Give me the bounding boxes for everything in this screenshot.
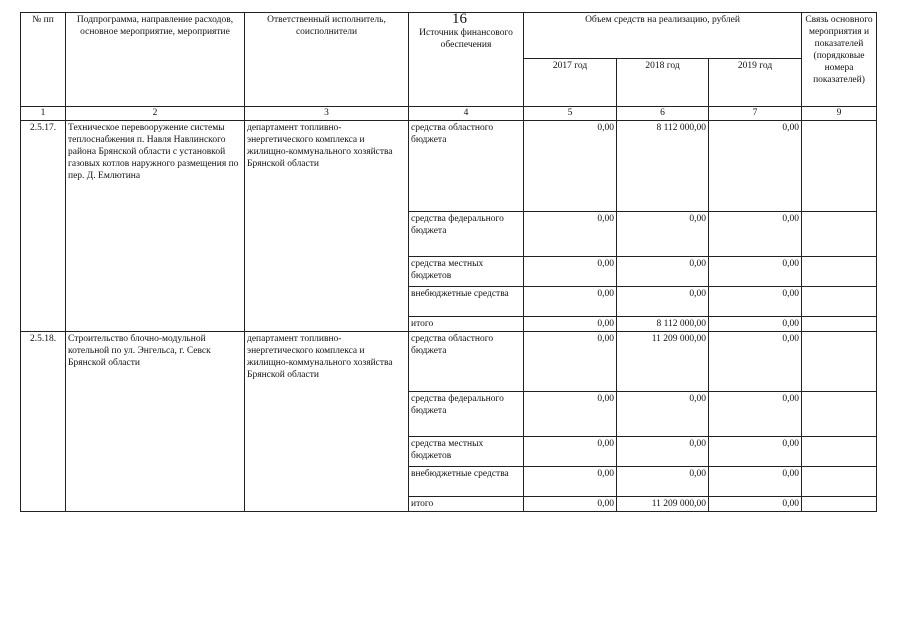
total-2019: 0,00 — [709, 317, 802, 332]
column-number: 6 — [617, 107, 709, 121]
item-number: 2.5.17. — [21, 121, 66, 332]
funding-source: средства областного бюджета — [409, 121, 524, 212]
table-row — [21, 121, 877, 212]
amount-2017: 0,00 — [524, 332, 617, 392]
funding-source: внебюджетные средства — [409, 467, 524, 497]
column-number: 1 — [21, 107, 66, 121]
indicator-link — [802, 497, 877, 512]
total-2019: 0,00 — [709, 497, 802, 512]
header-link: Связь основного мероприятия и показателей (порядковые номера показателей) — [802, 13, 877, 107]
amount-2017: 0,00 — [524, 257, 617, 287]
funding-source: средства местных бюджетов — [409, 437, 524, 467]
amount-2018: 0,00 — [617, 467, 709, 497]
funding-source: средства местных бюджетов — [409, 257, 524, 287]
header-year-2017: 2017 год — [524, 59, 617, 107]
total-2018: 11 209 000,00 — [617, 497, 709, 512]
amount-2019: 0,00 — [709, 392, 802, 437]
header-year-2019: 2019 год — [709, 59, 802, 107]
indicator-link — [802, 392, 877, 437]
amount-2017: 0,00 — [524, 121, 617, 212]
column-number: 9 — [802, 107, 877, 121]
column-number: 2 — [66, 107, 245, 121]
amount-2017: 0,00 — [524, 437, 617, 467]
amount-2018: 0,00 — [617, 257, 709, 287]
amount-2019: 0,00 — [709, 437, 802, 467]
item-number: 2.5.18. — [21, 332, 66, 512]
funding-source-total: итого — [409, 317, 524, 332]
header-program: Подпрограмма, направление расходов, основное мероприятие, мероприятие — [66, 13, 245, 107]
amount-2018: 0,00 — [617, 437, 709, 467]
funding-source: средства федерального бюджета — [409, 392, 524, 437]
amount-2019: 0,00 — [709, 467, 802, 497]
indicator-link — [802, 332, 877, 392]
indicator-link — [802, 467, 877, 497]
header-source: Источник финансового обеспечения — [409, 13, 524, 107]
amount-2017: 0,00 — [524, 212, 617, 257]
item-executor: департамент топливно-энергетического комплекса и жилищно-коммунального хозяйства Брянской области — [245, 332, 409, 512]
item-name: Техническое перевооружение системы теплоснабжения п. Навля Навлинского района Брянской области с установкой газовых котлов наружного размещения по пер. Д. Емлютина — [66, 121, 245, 332]
amount-2019: 0,00 — [709, 332, 802, 392]
amount-2018: 11 209 000,00 — [617, 332, 709, 392]
item-name: Строительство блочно-модульной котельной по ул. Энгельса, г. Севск Брянской области — [66, 332, 245, 512]
indicator-link — [802, 212, 877, 257]
total-2017: 0,00 — [524, 497, 617, 512]
indicator-link — [802, 121, 877, 212]
column-number: 3 — [245, 107, 409, 121]
column-number: 4 — [409, 107, 524, 121]
header-executor: Ответственный исполнитель, соисполнители — [245, 13, 409, 107]
amount-2019: 0,00 — [709, 257, 802, 287]
column-number: 5 — [524, 107, 617, 121]
total-2017: 0,00 — [524, 317, 617, 332]
header-year-2018: 2018 год — [617, 59, 709, 107]
indicator-link — [802, 287, 877, 317]
total-2018: 8 112 000,00 — [617, 317, 709, 332]
amount-2019: 0,00 — [709, 287, 802, 317]
indicator-link — [802, 317, 877, 332]
page-number: 16 — [452, 11, 467, 27]
amount-2017: 0,00 — [524, 392, 617, 437]
amount-2019: 0,00 — [709, 121, 802, 212]
amount-2017: 0,00 — [524, 467, 617, 497]
column-number: 7 — [709, 107, 802, 121]
funding-source: средства областного бюджета — [409, 332, 524, 392]
amount-2018: 0,00 — [617, 212, 709, 257]
indicator-link — [802, 437, 877, 467]
amount-2017: 0,00 — [524, 287, 617, 317]
item-executor: департамент топливно-энергетического комплекса и жилищно-коммунального хозяйства Брянской области — [245, 121, 409, 332]
table-row — [21, 332, 877, 392]
amount-2018: 0,00 — [617, 287, 709, 317]
funding-source: внебюджетные средства — [409, 287, 524, 317]
indicator-link — [802, 257, 877, 287]
header-funds: Объем средств на реализацию, рублей — [524, 13, 802, 59]
funding-source: средства федерального бюджета — [409, 212, 524, 257]
header-no: № пп — [21, 13, 66, 107]
budget-table — [20, 12, 877, 512]
amount-2019: 0,00 — [709, 212, 802, 257]
amount-2018: 8 112 000,00 — [617, 121, 709, 212]
amount-2018: 0,00 — [617, 392, 709, 437]
funding-source-total: итого — [409, 497, 524, 512]
